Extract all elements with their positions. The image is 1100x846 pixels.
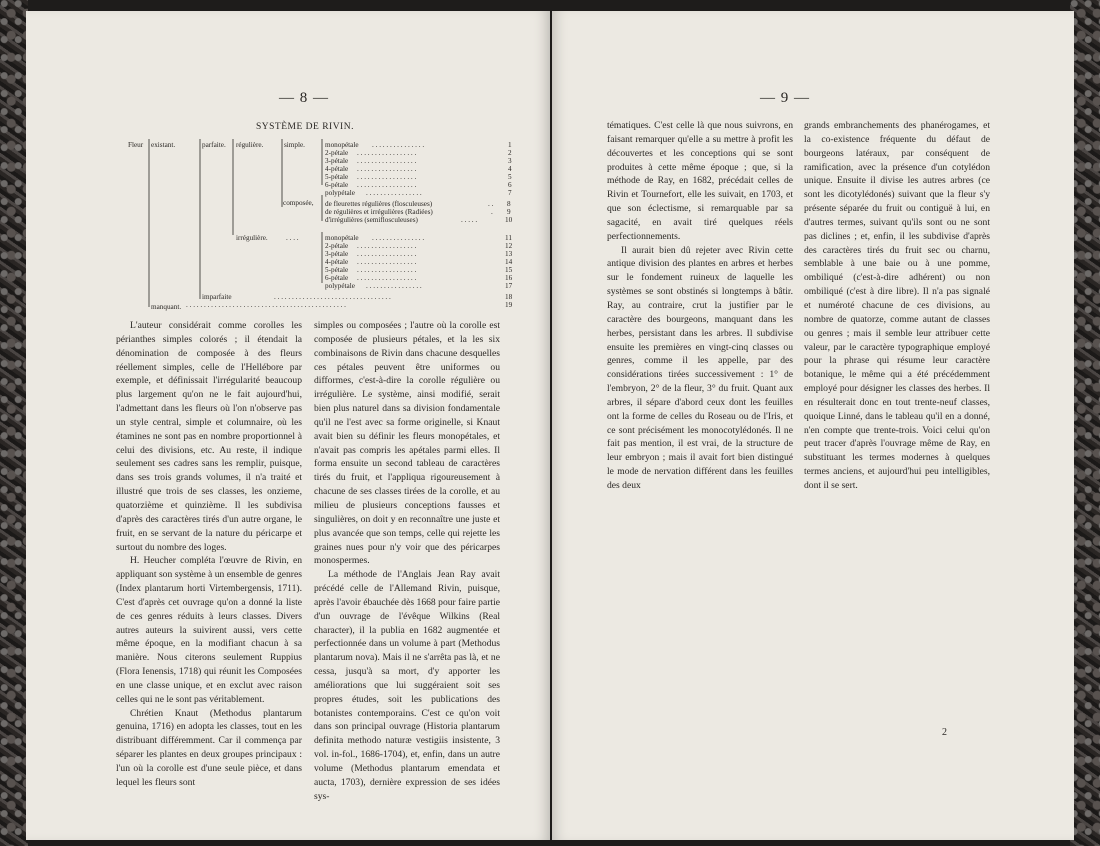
svg-text:. . . . . . . . . . . . . . .: . . . . . . . . . . . . . . . . . <box>357 165 417 173</box>
table-row-label: 2-pétale <box>325 149 349 157</box>
table-row-label: 5-pétale <box>325 266 349 274</box>
paragraph: H. Heucher compléta l'œuvre de Rivin, en appliquant son système à un ensemble de genres (Index plantarum horti Virtembergensis, 1711). C'est d'après cet ouvrage qu'on a donné la liste de ces genres réduits à leurs classes. Divers autres auteurs la suivirent aussi, vers cette même époque, en la modifiant chacun à sa manière. Nous citerons seulement Ruppius (Flora Ienensis, 1718) qui réunit les Composées en une classe unique, et en exclut avec raison celles qui ne le sont pas véritablement. <box>116 555 302 705</box>
table-row-number: 2 <box>508 149 512 157</box>
page-number: — 8 — <box>279 90 329 106</box>
table-row-label: polypétale <box>325 189 355 197</box>
svg-text:. . . . . . . . . . . . . . .: . . . . . . . . . . . . . . . . <box>366 282 422 290</box>
svg-text:. . . . . . . . . . . . . . .: . . . . . . . . . . . . . . . . . <box>357 173 417 181</box>
table-row-label: 6-pétale <box>325 274 349 282</box>
level-label: simple. <box>284 141 305 149</box>
paragraph: Chrétien Knaut (Methodus plantarum genuina, 1716) en adopta les classes, tout en les distribuant différemment. Car il commença par séparer les plantes en deux groupes principaux : l'un où la corolle est d'une seule pièce, et dans lequel les fleurs sont <box>116 707 302 788</box>
svg-text:. . . . . . . . . . . . . . .: . . . . . . . . . . . . . . . . . <box>357 258 417 266</box>
left-column-2 <box>314 319 500 804</box>
table-row-number: 7 <box>508 189 512 197</box>
level-label: parfaite. <box>202 141 226 149</box>
level-label: composée, <box>283 199 314 207</box>
paragraph: Il aurait bien dû rejeter avec Rivin cette antique division des plantes en arbres et herbes sur le fondement ruineux de laquelle les systèmes se sont obstinés si longtemps à bâtir. Ray, au contraire, crut la justifier par le caractère des bourgeons, manquant dans les herbes, persistant dans les arbres. Il subdivise ensuite les premières en vingt-cinq classes ou genres, comme il les appelle, par des considérations tirées successivement : 1° de l'embryon, 2° de la fleur, 3° du fruit. Quant aux arbres, il sépare d'abord ceux dont les feuilles ont la forme de celles du Roseau ou de l'Iris, et ce sont précisément les monocotylédonés. Il ne fait pas mention, il est vrai, de la structure de leur embryon ; mais il avait fort bien distingué le mode de nervation différent dans les feuilles des deux <box>607 244 793 491</box>
table-row-number: 19 <box>505 301 513 309</box>
table-row-label: 5-pétale <box>325 173 349 181</box>
right-column-2 <box>804 119 990 493</box>
paragraph: tématiques. C'est celle là que nous suivrons, en faisant remarquer qu'elle a su mettre à profit les découvertes et les conceptions qui se sont produites à cette même époque ; que, si la méthode de Ray, en 1682, précédait celles de Rivin et Tournefort, elle les suivait, en 1703, et que son éclectisme, si remarquable par sa sagacité, en avait tiré quelques réels perfectionnements. <box>607 120 793 242</box>
paragraph: La méthode de l'Anglais Jean Ray avait précédé celle de l'Allemand Rivin, puisque, après l'avoir ébauchée dès 1668 pour faire partie d'un ouvrage de l'évêque Wilkins (Real character), il la publia en 1682 augmentée et perfectionnée dans un volume à part (Methodus plantarum nova). Mais il ne s'arrêta pas là, et ne cessa, jusqu'à sa mort, d'y apporter les améliorations que lui suggéraient soit ses propres études, soit les publications des botanistes contemporains. C'est ce qu'on voit dans son principal ouvrage (Historia plantarum definita methodo naturæ vestigiis insistente, 3 vol. in-fol., 1686-1704), et, enfin, dans un autre volume (Methodus plantarum emendata et aucta, 1703), dernière expression de ses idées sys- <box>314 569 500 802</box>
table-row-label: de fleurettes régulières (flosculeuses) <box>325 200 433 208</box>
paragraph: grands embranchements des phanérogames, et la co-existence fréquente du défaut de bourgeons latéraux, par conséquent de ramification, avec la présence d'un cotylédon unique. Ensuite il divise les autres arbres (ce sont les dicotylédonés) suivant que la fleur s'y présente séparée du fruit ou contiguë à lui, en d'autres termes, suivant qu'ils sont ou ne sont pas diclines ; et, enfin, il les subdivise d'après des caractères tirés du fruit sec ou charnu, semblable à une baie ou à une pomme, ombiliqué (c'est-à-dire adhérent) ou non ombiliqué (c'est à dire libre). Il n'a pas signalé et numéroté chacune de ces divisions, au nombre de quatorze, comme autant de classes ou genres ; mais il semble leur attribuer cette valeur, par le caractère typographique employé pour la phrase qui résume leur caractère botanique, le même qui a été précédemment employé pour désigner les classes des herbes. Il en résulterait donc en tout trente-neuf classes, quoique Linné, dans le tableau qu'il en a donné, n'en compte que trente-trois. Voici celui qu'on peut tracer d'après l'ouvrage même de Ray, en substituant les termes modernes à quelques termes anciens, et aujourd'hui peu intelligibles, dont il se sert. <box>804 120 990 491</box>
table-row-label: d'irrégulières (semiflosculeuses) <box>325 216 418 224</box>
marbled-cover-left <box>0 0 28 846</box>
composee-rows <box>325 200 513 224</box>
table-row-number: 9 <box>507 208 511 216</box>
level-label: existant. <box>151 141 176 149</box>
table-row-label: polypétale <box>325 282 355 290</box>
table-row-label: 4-pétale <box>325 165 349 173</box>
table-row-label: monopétale <box>325 141 359 149</box>
svg-text:. . . .: . . . . <box>286 234 299 242</box>
table-row-label: 4-pétale <box>325 258 349 266</box>
table-row-number: 11 <box>505 234 512 242</box>
paragraph: L'auteur considérait comme corolles les périanthes simples colorés ; il étendait la dénomination de composée à des fleurs réellement simples, celle de l'Hellébore par exemple, et définissait l'irrégularité beaucoup plus largement qu'on ne le fait aujourd'hui, l'admettant dans les fleurs où l'on n'observe pas un style central, simple et columnaire, où les étamines ne sont pas en nombre proportionnel à celui des divisions, etc. Au reste, il indique seulement ses cadres sans les remplir, puisque, dans ses trois grands volumes, il n'a traité et illustré que trois de ses classes, les onzieme, quatorzième et quinzième. Il les subdivisa d'après des caractères tirés d'un autre organe, le fruit, en se servant de la nature du péricarpe et surtout du nombre des loges. <box>116 320 302 553</box>
svg-text:.: . <box>491 208 493 216</box>
sheet-number: 2 <box>942 727 947 738</box>
right-page <box>552 11 1074 840</box>
level-label: manquant. <box>151 303 182 311</box>
svg-text:. . . . . . . . . . . . . . .: . . . . . . . . . . . . . . . <box>372 234 425 242</box>
table-row-number: 3 <box>508 157 512 165</box>
rivin-system-table <box>126 135 536 315</box>
paragraph: simples ou composées ; l'autre où la corolle est composée de plusieurs pétales, et la les six combinaisons de Rivin dans chacune desquelles ces pétales peuvent être uniformes ou difformes, c'est-à-dire la corolle régulière ou irrégulière. Le système, ainsi modifié, serait bien plus naturel dans sa division fondamentale qu'il ne l'est avec sa forme originelle, si Knaut avait bien su définir les fleurs monopétales, et n'avait pas compris les apétales parmi elles. Il forma ensuite un second tableau de caractères tirés du fruit, et l'appliqua rigoureusement à chacune de ses classes tirées de la corolle, et au milieu de plusieurs conceptions fausses et singulières, on doit y en reconnaître une juste et plus avancée que son temps, celle qui rejette les graines nues pour n'y voir que des péricarpes monospermes. <box>314 320 500 567</box>
table-row-number: 10 <box>505 216 513 224</box>
table-title: SYSTÈME DE RIVIN. <box>256 122 354 132</box>
svg-text:. . . . . . . . . . . . . . .: . . . . . . . . . . . . . . . . . <box>357 157 417 165</box>
right-column-1 <box>607 119 793 493</box>
left-page <box>26 11 550 840</box>
table-row-number: 4 <box>508 165 512 173</box>
table-row-label: monopétale <box>325 234 359 242</box>
table-row-label: 6-pétale <box>325 181 349 189</box>
level-label: Fleur <box>128 141 144 149</box>
svg-text:. . . . .: . . . . . <box>461 216 478 224</box>
table-row-label: 3-pétale <box>325 250 349 258</box>
table-row-number: 15 <box>505 266 513 274</box>
svg-text:. . . . . . . . . . . . . . .: . . . . . . . . . . . . . . . . . . . . . . . . . . . . . . . . . <box>274 293 391 301</box>
table-row-number: 6 <box>508 181 512 189</box>
level-label: irrégulière. <box>236 234 268 242</box>
table-row-number: 17 <box>505 282 513 290</box>
svg-text:. . . . . . . . . . . . . . .: . . . . . . . . . . . . . . . . . <box>357 274 417 282</box>
svg-text:. . . . . . . . . . . . . . .: . . . . . . . . . . . . . . . . . <box>357 242 417 250</box>
table-row-number: 1 <box>508 141 512 149</box>
marbled-cover-right <box>1070 0 1100 846</box>
level-label: régulière. <box>236 141 264 149</box>
table-row-number: 14 <box>505 258 513 266</box>
svg-text:. . . . . . . . . . . . . . .: . . . . . . . . . . . . . . . . <box>366 189 422 197</box>
level-label: imparfaite <box>202 293 232 301</box>
svg-text:. . . . . . . . . . . . . . .: . . . . . . . . . . . . . . . <box>372 141 425 149</box>
left-column-1 <box>116 319 302 790</box>
table-row-number: 8 <box>507 200 511 208</box>
table-row-label: de régulières et irrégulières (Radiées) <box>325 208 433 216</box>
table-row-number: 12 <box>505 242 513 250</box>
table-row-label: 3-pétale <box>325 157 349 165</box>
page-number: — 9 — <box>760 90 810 106</box>
table-row-number: 16 <box>505 274 513 282</box>
table-row-number: 5 <box>508 173 512 181</box>
svg-text:. . . . . . . . . . . . . . .: . . . . . . . . . . . . . . . . . <box>357 181 417 189</box>
svg-text:. . . . . . . . . . . . . . .: . . . . . . . . . . . . . . . . . <box>357 149 417 157</box>
table-row-number: 18 <box>505 293 513 301</box>
svg-text:. . . . . . . . . . . . . . .: . . . . . . . . . . . . . . . . . . . . . . . . . . . . . . . . . . . . . . . . . . . . . <box>186 301 346 309</box>
table-level-labels <box>128 141 314 311</box>
svg-text:. .: . . <box>488 200 494 208</box>
table-row-number: 13 <box>505 250 513 258</box>
svg-text:. . . . . . . . . . . . . . .: . . . . . . . . . . . . . . . . . <box>357 266 417 274</box>
svg-text:. . . . . . . . . . . . . . .: . . . . . . . . . . . . . . . . . <box>357 250 417 258</box>
table-row-label: 2-pétale <box>325 242 349 250</box>
